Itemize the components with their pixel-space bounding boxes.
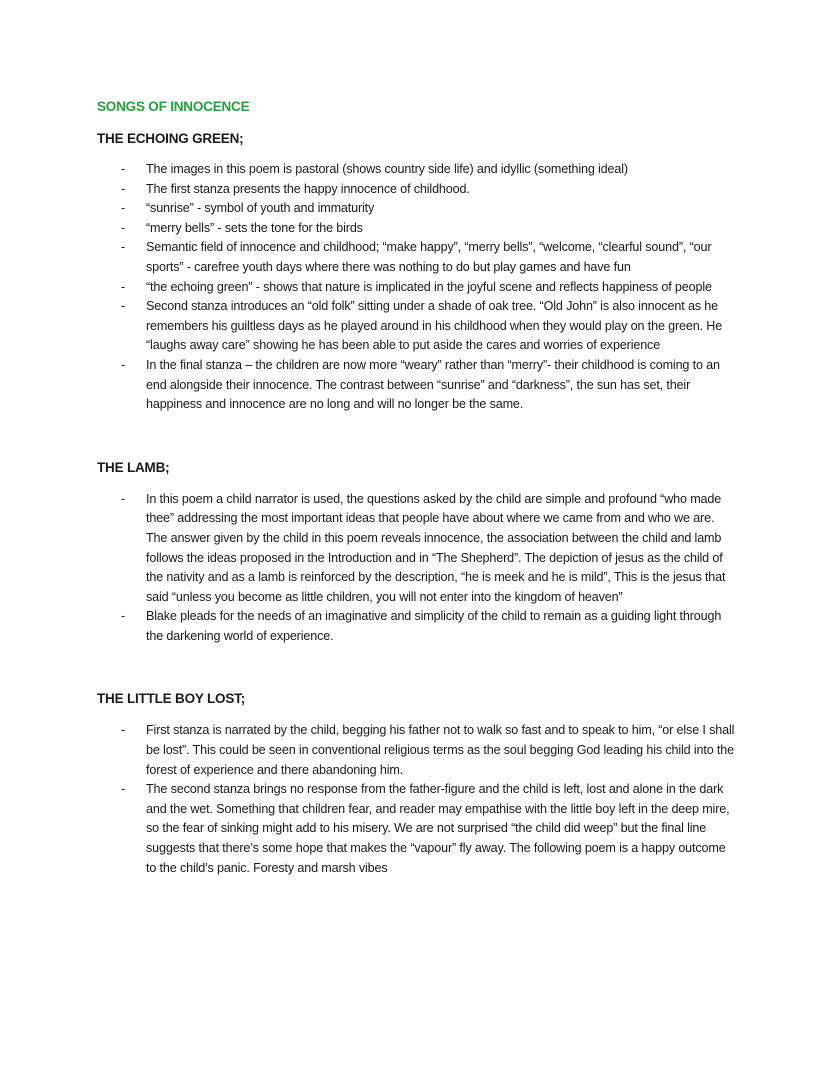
list-item-text: First stanza is narrated by the child, begging his father not to walk so fast and to speak to him, “or else I shall be lost”. This could be seen in conventional religious terms as the soul begging God leading his child into the forest of experience and there abandoning him.: [146, 723, 735, 777]
list-item-text: “sunrise” - symbol of youth and immaturity: [146, 201, 375, 216]
list-item: [97, 490, 737, 608]
list-item-text: “the echoing green” - shows that nature is implicated in the joyful scene and reflects happiness of people: [146, 279, 712, 294]
list-item: [97, 297, 737, 356]
bullet-dash: -: [121, 491, 126, 506]
bullet-dash: -: [121, 162, 126, 176]
bullet-dash: -: [121, 181, 126, 196]
bullet-dash: -: [121, 782, 126, 797]
list-item-text: In this poem a child narrator is used, the questions asked by the child are simple and profound “who made thee” addressing the most important ideas that people have about where we came from and who we are. The answer given by the child in this poem reveals innocence, the association between the child and lamb follows the ideas proposed in the Introduction and in “The Shepherd”. The depiction of jesus as the child of the nativity and as a lamb is reinforced by the description, “he is meek and he is mild”, This is the jesus that said “unless you become as little children, you will not enter into the kingdom of heaven”: [146, 491, 726, 604]
the-lamb-notes: [97, 490, 737, 647]
list-item: [97, 180, 737, 200]
list-item: [97, 607, 737, 646]
document-title: SONGS OF INNOCENCE: [97, 99, 250, 114]
section-heading-the-lamb: THE LAMB;: [97, 459, 170, 475]
bullet-dash: -: [121, 357, 126, 372]
list-item-text: The images in this poem is pastoral (shows country side life) and idyllic (something ideal): [146, 162, 628, 176]
echoing-green-notes: [97, 160, 737, 415]
list-item-text: “merry bells” - sets the tone for the birds: [146, 220, 363, 235]
list-item-text: Semantic field of innocence and childhood; “make happy”, “merry bells”, “welcome, “clearful sound”, “our sports” - carefree youth days where there was nothing to do but play games and have fun: [146, 240, 712, 274]
list-item-text: Second stanza introduces an “old folk” sitting under a shade of oak tree. “Old John” is also innocent as he remembers his guiltless days as he played around in his childhood when they would play on the green. He “laughs away care” showing he has been able to put aside the cares and worries of experience: [146, 299, 723, 353]
little-boy-lost-notes: [97, 721, 737, 878]
list-item: [97, 160, 737, 180]
list-item-text: Blake pleads for the needs of an imaginative and simplicity of the child to remain as a guiding light through the darkening world of experience.: [146, 609, 722, 643]
list-item: [97, 356, 737, 415]
list-item: [97, 238, 737, 277]
list-item: [97, 721, 737, 780]
list-item: [97, 199, 737, 219]
list-item: [97, 780, 737, 878]
bullet-dash: -: [121, 220, 126, 235]
list-item-text: The second stanza brings no response from the father-figure and the child is left, lost and alone in the dark and the wet. Something that children fear, and reader may empathise with the little boy left in the deep mire, so the fear of sinking might add to his misery. We are not surprised “the child did weep” but the final line suggests that there’s some hope that makes the “vapour” fly away. The following poem is a happy outcome to the child’s panic. Foresty and marsh vibes: [146, 782, 730, 875]
list-item: [97, 278, 737, 298]
list-item: [97, 219, 737, 239]
list-item-text: In the final stanza – the children are now more “weary” rather than “merry”- their childhood is coming to an end alongside their innocence. The contrast between “sunrise” and “darkness”, the sun has set, their happiness and innocence are no long and will no longer be the same.: [146, 357, 720, 412]
document-page: [97, 97, 737, 878]
section-heading-little-boy-lost: THE LITTLE BOY LOST;: [97, 691, 246, 707]
bullet-dash: -: [121, 201, 126, 216]
bullet-dash: -: [121, 609, 126, 624]
bullet-dash: -: [121, 299, 126, 314]
bullet-dash: -: [121, 723, 126, 738]
bullet-dash: -: [121, 240, 126, 255]
section-heading-echoing-green: THE ECHOING GREEN;: [97, 131, 244, 146]
bullet-dash: -: [121, 279, 126, 294]
list-item-text: The first stanza presents the happy innocence of childhood.: [146, 181, 470, 196]
